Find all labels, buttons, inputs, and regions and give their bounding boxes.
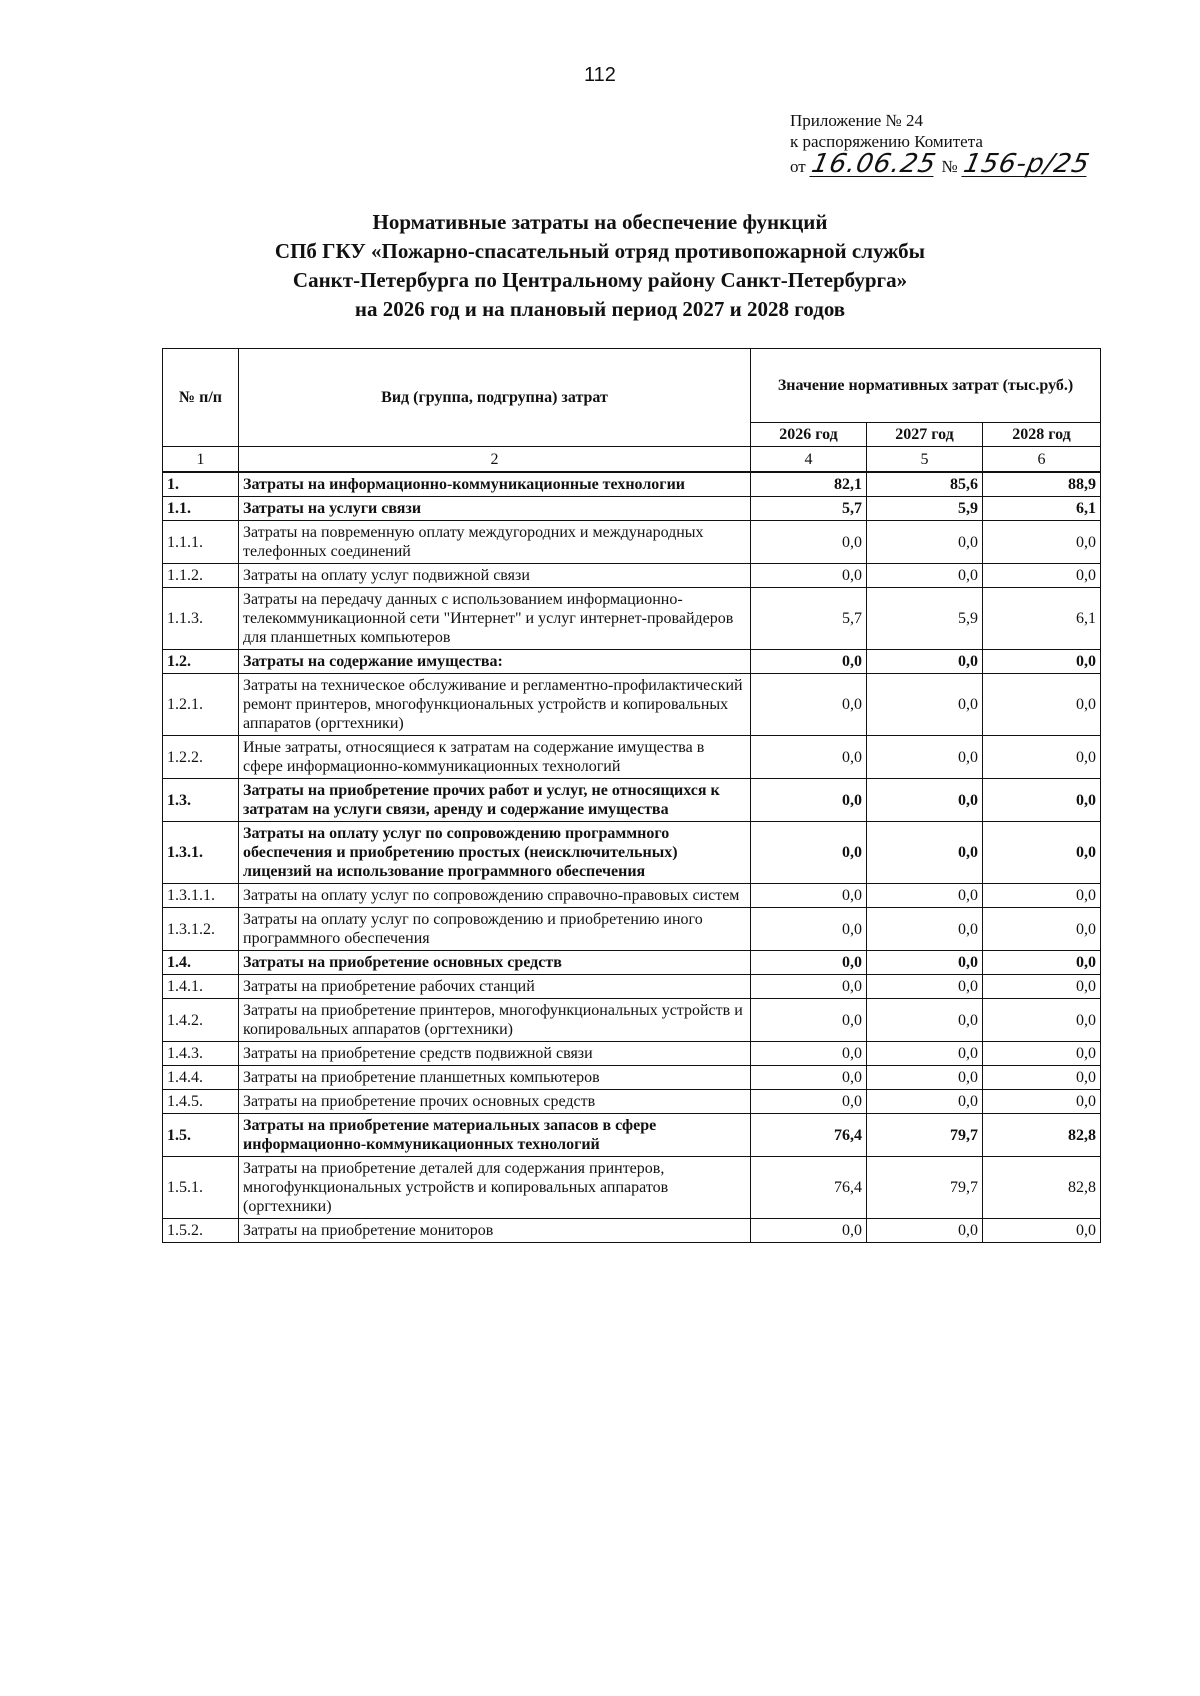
row-name: Затраты на приобретение основных средств [239, 951, 751, 975]
document-title [0, 208, 1200, 324]
row-value-2027: 85,6 [867, 472, 983, 497]
row-value-2026: 0,0 [751, 822, 867, 884]
row-code: 1.3.1.1. [163, 884, 239, 908]
handwritten-number: 156-р/25 [960, 149, 1093, 179]
row-name: Затраты на приобретение принтеров, многофункциональных устройств и копировальных аппаратов (оргтехники) [239, 999, 751, 1042]
row-name: Затраты на передачу данных с использованием информационно-телекоммуникационной сети "Интернет" и услуг интернет-провайдеров для планшетных компьютеров [239, 588, 751, 650]
row-code: 1.4. [163, 951, 239, 975]
row-value-2026: 0,0 [751, 999, 867, 1042]
row-value-2028: 0,0 [983, 1066, 1101, 1090]
appendix-line-2: к распоряжению Комитета [790, 132, 983, 151]
row-value-2028: 0,0 [983, 999, 1101, 1042]
row-code: 1.1.3. [163, 588, 239, 650]
row-value-2027: 0,0 [867, 975, 983, 999]
row-value-2028: 82,8 [983, 1157, 1101, 1219]
row-value-2026: 0,0 [751, 884, 867, 908]
cost-table [162, 348, 1101, 1243]
row-value-2028: 88,9 [983, 472, 1101, 497]
table-row [163, 779, 1101, 822]
row-value-2026: 0,0 [751, 564, 867, 588]
row-name: Затраты на оплату услуг подвижной связи [239, 564, 751, 588]
table-row [163, 951, 1101, 975]
row-value-2027: 0,0 [867, 884, 983, 908]
row-value-2027: 0,0 [867, 822, 983, 884]
table-row [163, 884, 1101, 908]
row-name: Затраты на приобретение прочих работ и услуг, не относящихся к затратам на услуги связи, аренду и содержание имущества [239, 779, 751, 822]
row-name: Затраты на оплату услуг по сопровождению программного обеспечения и приобретению простых (неисключительных) лицензий на использование программного обеспечения [239, 822, 751, 884]
row-value-2026: 0,0 [751, 1090, 867, 1114]
row-value-2028: 0,0 [983, 951, 1101, 975]
row-value-2026: 0,0 [751, 951, 867, 975]
table-row [163, 588, 1101, 650]
row-value-2026: 0,0 [751, 1219, 867, 1243]
row-code: 1.4.1. [163, 975, 239, 999]
row-value-2028: 6,1 [983, 588, 1101, 650]
table-row [163, 1042, 1101, 1066]
number-label: № [941, 157, 958, 176]
row-value-2027: 0,0 [867, 1090, 983, 1114]
header-num: № п/п [163, 349, 239, 447]
row-name: Затраты на приобретение рабочих станций [239, 975, 751, 999]
row-code: 1.2. [163, 650, 239, 674]
column-number: 4 [751, 447, 867, 473]
column-number: 5 [867, 447, 983, 473]
row-name: Затраты на оплату услуг по сопровождению справочно-правовых систем [239, 884, 751, 908]
row-value-2027: 0,0 [867, 1042, 983, 1066]
row-value-2026: 0,0 [751, 650, 867, 674]
row-value-2027: 0,0 [867, 521, 983, 564]
row-code: 1.2.2. [163, 736, 239, 779]
row-value-2026: 0,0 [751, 975, 867, 999]
table-row [163, 1157, 1101, 1219]
table-row [163, 650, 1101, 674]
row-name: Затраты на приобретение планшетных компьютеров [239, 1066, 751, 1090]
row-name: Затраты на приобретение средств подвижной связи [239, 1042, 751, 1066]
row-value-2027: 0,0 [867, 908, 983, 951]
row-name: Затраты на услуги связи [239, 497, 751, 521]
row-value-2027: 0,0 [867, 779, 983, 822]
row-value-2028: 0,0 [983, 1219, 1101, 1243]
row-value-2028: 0,0 [983, 975, 1101, 999]
row-name: Затраты на приобретение мониторов [239, 1219, 751, 1243]
from-label: от [790, 157, 806, 176]
table-row [163, 908, 1101, 951]
row-value-2028: 0,0 [983, 1042, 1101, 1066]
row-value-2028: 0,0 [983, 884, 1101, 908]
table-row [163, 736, 1101, 779]
header-2027: 2027 год [867, 423, 983, 447]
row-value-2027: 0,0 [867, 736, 983, 779]
row-value-2026: 0,0 [751, 1066, 867, 1090]
row-code: 1.2.1. [163, 674, 239, 736]
page-number: 112 [584, 64, 616, 86]
header-type: Вид (группа, подгрупна) затрат [239, 349, 751, 447]
table-row [163, 521, 1101, 564]
row-value-2027: 79,7 [867, 1114, 983, 1157]
column-number: 2 [239, 447, 751, 473]
row-code: 1.3.1.2. [163, 908, 239, 951]
table-row [163, 564, 1101, 588]
row-value-2027: 0,0 [867, 650, 983, 674]
table-row [163, 1114, 1101, 1157]
row-value-2027: 5,9 [867, 497, 983, 521]
row-name: Затраты на приобретение деталей для содержания принтеров, многофункциональных устройств и копировальных аппаратов (оргтехники) [239, 1157, 751, 1219]
title-line-1: Нормативные затраты на обеспечение функций [372, 210, 828, 234]
row-value-2027: 5,9 [867, 588, 983, 650]
row-code: 1.5.2. [163, 1219, 239, 1243]
row-value-2028: 0,0 [983, 736, 1101, 779]
row-value-2026: 76,4 [751, 1114, 867, 1157]
header-2026: 2026 год [751, 423, 867, 447]
row-code: 1.1.2. [163, 564, 239, 588]
row-value-2028: 0,0 [983, 564, 1101, 588]
row-value-2028: 0,0 [983, 521, 1101, 564]
table-row [163, 999, 1101, 1042]
cost-table-body [163, 472, 1101, 1243]
column-numbers-row [163, 447, 1101, 473]
row-value-2026: 0,0 [751, 1042, 867, 1066]
row-code: 1.3. [163, 779, 239, 822]
row-value-2026: 0,0 [751, 736, 867, 779]
row-code: 1.1. [163, 497, 239, 521]
row-name: Затраты на информационно-коммуникационные технологии [239, 472, 751, 497]
row-value-2028: 0,0 [983, 1090, 1101, 1114]
table-row [163, 1066, 1101, 1090]
row-value-2026: 0,0 [751, 779, 867, 822]
row-value-2028: 6,1 [983, 497, 1101, 521]
title-line-4: на 2026 год и на плановый период 2027 и 2028 годов [354, 297, 846, 321]
row-code: 1.5. [163, 1114, 239, 1157]
row-value-2026: 0,0 [751, 521, 867, 564]
title-line-2: СПб ГКУ «Пожарно-спасательный отряд противопожарной службы [274, 239, 926, 263]
row-value-2028: 0,0 [983, 779, 1101, 822]
row-value-2026: 0,0 [751, 674, 867, 736]
row-value-2027: 0,0 [867, 1219, 983, 1243]
row-code: 1.4.5. [163, 1090, 239, 1114]
row-code: 1.4.2. [163, 999, 239, 1042]
appendix-date-number-line [790, 149, 1093, 179]
column-number: 6 [983, 447, 1101, 473]
row-value-2027: 0,0 [867, 674, 983, 736]
row-name: Затраты на техническое обслуживание и регламентно-профилактический ремонт принтеров, многофункциональных устройств и копировальных аппаратов (оргтехники) [239, 674, 751, 736]
row-value-2027: 0,0 [867, 999, 983, 1042]
row-name: Затраты на приобретение прочих основных средств [239, 1090, 751, 1114]
table-row [163, 975, 1101, 999]
row-value-2028: 0,0 [983, 908, 1101, 951]
row-value-2026: 5,7 [751, 497, 867, 521]
row-code: 1.3.1. [163, 822, 239, 884]
row-value-2027: 79,7 [867, 1157, 983, 1219]
row-value-2026: 5,7 [751, 588, 867, 650]
row-value-2028: 0,0 [983, 822, 1101, 884]
row-name: Иные затраты, относящиеся к затратам на содержание имущества в сфере информационно-коммуникационных технологий [239, 736, 751, 779]
table-row [163, 472, 1101, 497]
column-number: 1 [163, 447, 239, 473]
row-value-2026: 0,0 [751, 908, 867, 951]
row-name: Затраты на оплату услуг по сопровождению и приобретению иного программного обеспечения [239, 908, 751, 951]
table-header-row [163, 349, 1101, 423]
row-value-2027: 0,0 [867, 564, 983, 588]
row-value-2028: 0,0 [983, 674, 1101, 736]
row-value-2028: 82,8 [983, 1114, 1101, 1157]
row-code: 1.4.4. [163, 1066, 239, 1090]
row-name: Затраты на приобретение материальных запасов в сфере информационно-коммуникационных технологий [239, 1114, 751, 1157]
table-row [163, 497, 1101, 521]
table-row [163, 674, 1101, 736]
row-name: Затраты на содержание имущества: [239, 650, 751, 674]
header-values-group: Значение нормативных затрат (тыс.руб.) [751, 349, 1101, 423]
header-2028: 2028 год [983, 423, 1101, 447]
table-row [163, 822, 1101, 884]
title-line-3: Санкт-Петербурга по Центральному району Санкт-Петербурга» [292, 268, 908, 292]
row-code: 1.5.1. [163, 1157, 239, 1219]
handwritten-date: 16.06.25 [808, 149, 939, 179]
table-row [163, 1219, 1101, 1243]
row-value-2027: 0,0 [867, 951, 983, 975]
table-row [163, 1090, 1101, 1114]
appendix-note [790, 110, 1093, 179]
row-name: Затраты на повременную оплату междугородних и международных телефонных соединений [239, 521, 751, 564]
row-value-2026: 76,4 [751, 1157, 867, 1219]
appendix-line-1: Приложение № 24 [790, 111, 923, 130]
row-value-2027: 0,0 [867, 1066, 983, 1090]
row-value-2028: 0,0 [983, 650, 1101, 674]
row-code: 1.4.3. [163, 1042, 239, 1066]
row-value-2026: 82,1 [751, 472, 867, 497]
row-code: 1. [163, 472, 239, 497]
row-code: 1.1.1. [163, 521, 239, 564]
